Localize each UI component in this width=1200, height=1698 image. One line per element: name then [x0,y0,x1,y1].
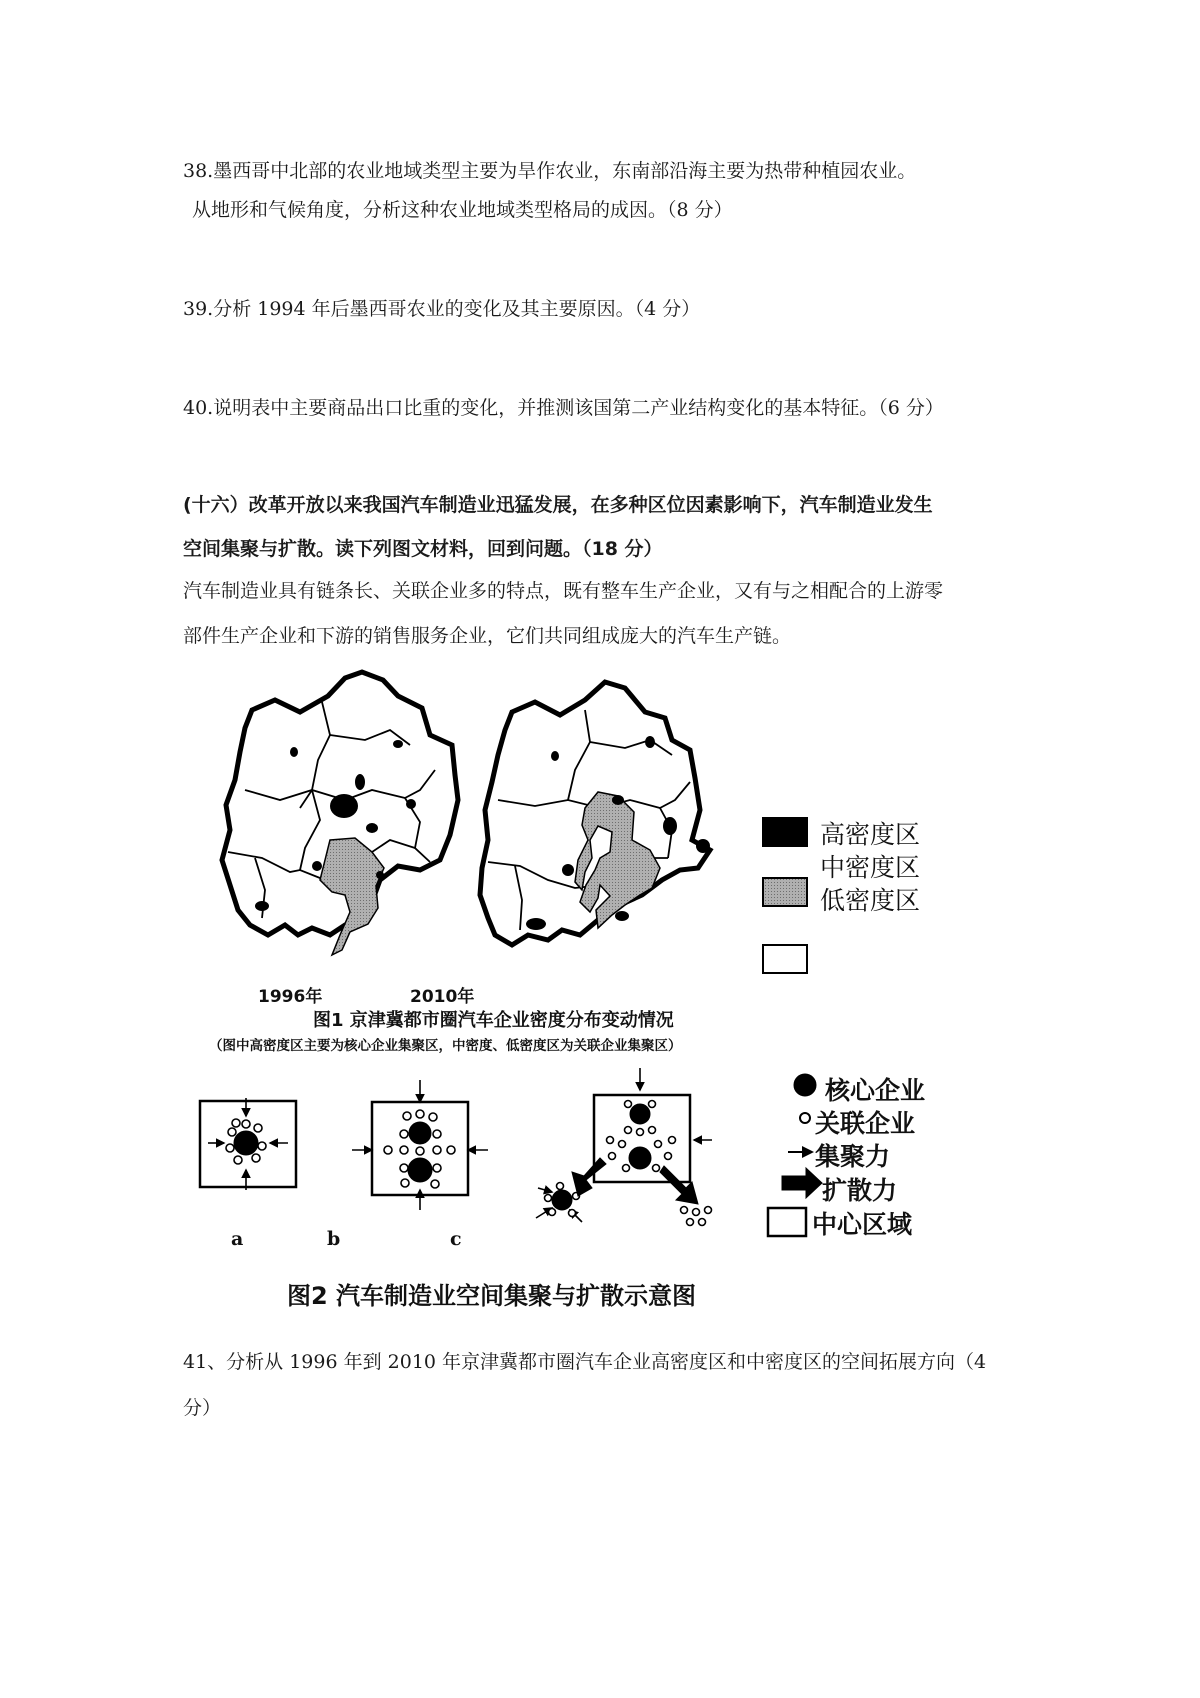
fig2-legend-core: 核心企业 [825,1076,926,1105]
figure2-caption: 图2 汽车制造业空间集聚与扩散示意图 [287,1282,697,1310]
fig2-legend-diffusion: 扩散力 [822,1176,898,1205]
q38-line2: 从地形和气候角度，分析这种农业地域类型格局的成因。（8 分） [192,199,733,221]
section16-heading-line1: (十六）改革开放以来我国汽车制造业迅猛发展，在多种区位因素影响下，汽车制造业发生 [183,494,933,516]
q41-line2: 分） [183,1397,222,1419]
fig2-legend-related: 关联企业 [815,1109,916,1138]
panel-a [200,1098,296,1190]
fig2-legend-center: 中心区域 [812,1210,913,1239]
panel-label-c: c [450,1228,462,1250]
year-1996-label: 1996年 [258,987,323,1007]
year-2010-label: 2010年 [410,987,475,1007]
q40-text: 40.说明表中主要商品出口比重的变化，并推测该国第二产业结构变化的基本特征。（6 分） [183,397,944,419]
figure1-caption: 图1 京津冀都市圈汽车企业密度分布变动情况 [313,1010,674,1031]
panel-b [352,1080,488,1210]
q39-text: 39.分析 1994 年后墨西哥农业的变化及其主要原因。（4 分） [183,298,701,320]
q41-line1: 41、分析从 1996 年到 2010 年京津冀都市圈汽车企业高密度区和中密度区的空间拓展方向（4 [183,1351,987,1373]
legend-label-low: 低密度区 [820,886,921,915]
section16-heading-line2: 空间集聚与扩散。读下列图文材料，回到问题。（18 分） [183,538,663,560]
panel-label-b: b [327,1228,341,1250]
material-line2: 部件生产企业和下游的销售服务企业，它们共同组成庞大的汽车生产链。 [183,625,792,647]
panel-label-a: a [231,1228,244,1250]
figure1-note: （图中高密度区主要为核心企业集聚区，中密度、低密度区为关联企业集聚区） [209,1038,682,1054]
material-line1: 汽车制造业具有链条长、关联企业多的特点，既有整车生产企业，又有与之相配合的上游零 [183,580,944,602]
legend-label-high: 高密度区 [820,820,921,849]
q38-line1: 38.墨西哥中北部的农业地域类型主要为旱作农业，东南部沿海主要为热带种植园农业。 [183,160,917,182]
panel-c [536,1068,712,1226]
fig2-legend-agglomeration: 集聚力 [815,1142,891,1171]
legend-label-medium: 中密度区 [820,853,921,882]
